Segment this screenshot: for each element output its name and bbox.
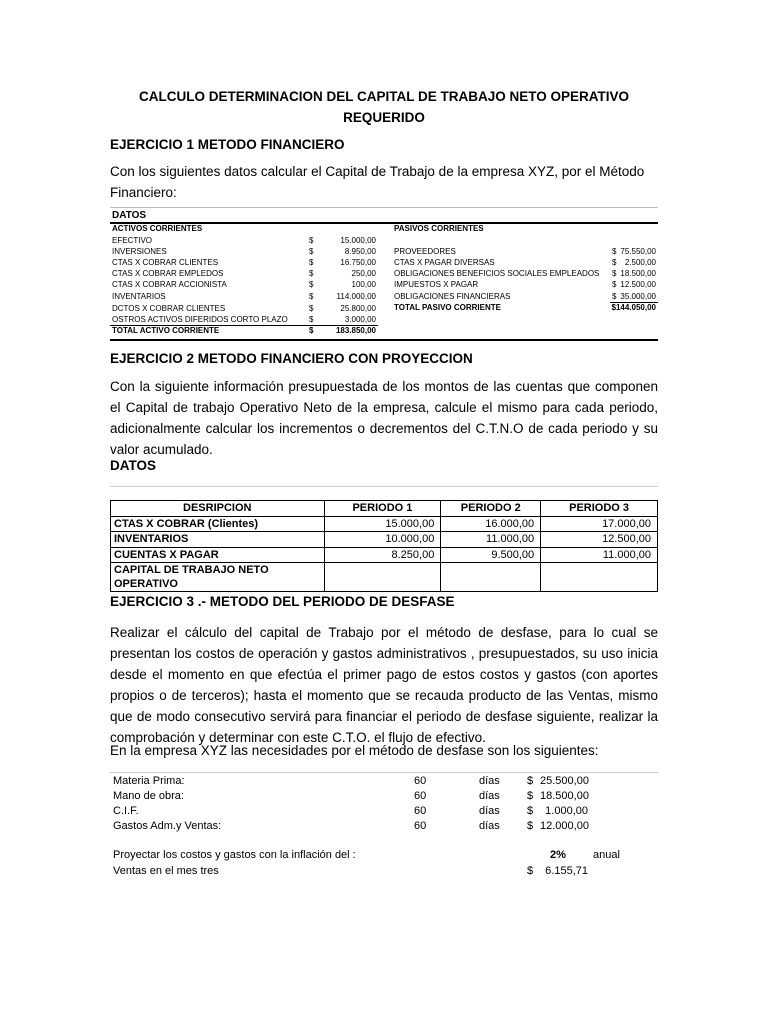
ej1-right-currency: $: [612, 280, 617, 289]
table-cell: 11.000,00: [541, 547, 658, 563]
ej1-left-value: 3.000,00: [344, 315, 376, 324]
table-row: [111, 516, 658, 532]
ej1-left-value: 16.750,00: [340, 258, 376, 267]
ej1-left-value: 25.800,00: [340, 304, 376, 313]
table-cell: [324, 563, 441, 592]
ej1-right-header: PASIVOS CORRIENTES: [394, 224, 484, 233]
table-cell: 15.000,00: [324, 516, 441, 532]
ej1-left-currency: $: [309, 258, 314, 267]
table-cell: 17.000,00: [541, 516, 658, 532]
ej3-row-value: 25.500,00: [540, 775, 589, 787]
ej3-table-topline: [110, 772, 658, 773]
ej1-datos-label: DATOS: [112, 210, 147, 221]
table-row: [111, 532, 658, 548]
ej1-left-total-label: TOTAL ACTIVO CORRIENTE: [112, 326, 220, 335]
ej3-text2: En la empresa XYZ las necesidades por el método de desfase son los siguientes:: [110, 743, 599, 758]
ej1-left-label: INVERSIONES: [112, 247, 167, 256]
ej3-row-unit: días: [479, 790, 500, 802]
ej3-inflation-value: 2%: [550, 849, 566, 861]
ej1-left-label: INVENTARIOS: [112, 292, 166, 301]
ej1-right-label: OBLIGACIONES BENEFICIOS SOCIALES EMPLEADOS: [394, 269, 600, 278]
table-cell: [541, 563, 658, 592]
ej2-datos-label: DATOS: [110, 458, 157, 473]
ej1-left-currency: $: [309, 304, 314, 313]
ej1-right-value: 18.500,00: [620, 269, 656, 278]
table-cell: 8.250,00: [324, 547, 441, 563]
ej1-left-label: EFECTIVO: [112, 236, 153, 245]
ej3-inflation-label: Proyectar los costos y gastos con la inflación del :: [113, 849, 356, 861]
ej3-row-currency: $: [527, 790, 534, 802]
ej1-right-label: PROVEEDORES: [394, 247, 456, 256]
ej1-left-value: 250,00: [351, 269, 376, 278]
ej1-left-currency: $: [309, 280, 314, 289]
ej3-row-currency: $: [527, 820, 534, 832]
ej1-left-label: DCTOS X COBRAR CLIENTES: [112, 304, 226, 313]
table-cell: [441, 563, 541, 592]
ej3-row-unit: días: [479, 820, 500, 832]
page-title: CALCULO DETERMINACION DEL CAPITAL DE TRABAJO NETO OPERATIVO REQUERIDO: [138, 89, 630, 125]
ej2-table-topline: [110, 486, 658, 487]
ej3-row-label: Mano de obra:: [113, 790, 184, 802]
ej1-left-label: CTAS X COBRAR CLIENTES: [112, 258, 219, 267]
row-label: INVENTARIOS: [111, 532, 325, 548]
row-label: CUENTAS X PAGAR: [111, 547, 325, 563]
ej3-ventas-currency: $: [527, 865, 534, 877]
ej1-right-total-value: $144.050,00: [611, 303, 656, 312]
ej1-right-total-label: TOTAL PASIVO CORRIENTE: [394, 303, 501, 312]
ej3-row-days: 60: [414, 790, 427, 802]
ej1-right-value: 75.550,00: [620, 247, 656, 256]
ej1-right-currency: $: [612, 269, 617, 278]
ej2-heading: EJERCICIO 2 METODO FINANCIERO CON PROYECCION: [110, 351, 473, 366]
ej3-ventas-value: 6.155,71: [545, 865, 588, 877]
ej1-text: Con los siguientes datos calcular el Capital de Trabajo de la empresa XYZ, por el Método Financiero:: [110, 164, 645, 200]
ej1-left-label: CTAS X COBRAR EMPLEDOS: [112, 269, 224, 278]
ej1-left-label: CTAS X COBRAR ACCIONISTA: [112, 280, 227, 289]
ej1-right-value: 35.000,00: [620, 292, 656, 301]
ej3-row-value: 1.000,00: [545, 805, 588, 817]
ej1-right-currency: $: [612, 292, 617, 301]
ej1-left-currency: $: [309, 269, 314, 278]
ej1-right-currency: $: [612, 258, 617, 267]
row-label: CTAS X COBRAR (Clientes): [111, 516, 325, 532]
ej1-heading: EJERCICIO 1 METODO FINANCIERO: [110, 137, 345, 152]
ej1-table: [110, 207, 658, 341]
ej3-row-value: 12.000,00: [540, 820, 589, 832]
ej3-row-currency: $: [527, 805, 534, 817]
ej1-left-total-currency: $: [309, 326, 314, 335]
ej1-right-value: 12.500,00: [620, 280, 656, 289]
column-header: PERIODO 2: [441, 501, 541, 517]
table-row: [111, 563, 658, 592]
ej3-row-label: C.I.F.: [113, 805, 139, 817]
ej3-row-label: Gastos Adm.y Ventas:: [113, 820, 222, 832]
ej2-table: [110, 486, 658, 590]
ej3-row-label: Materia Prima:: [113, 775, 185, 787]
ej1-right-currency: $: [612, 247, 617, 256]
ej1-left-value: 8.950,00: [344, 247, 376, 256]
ej3-row-days: 60: [414, 805, 427, 817]
row-label: CAPITAL DE TRABAJO NETO OPERATIVO: [111, 563, 325, 592]
table-cell: 16.000,00: [441, 516, 541, 532]
ej1-left-value: 100,00: [351, 280, 376, 289]
ej1-left-value: 114.000,00: [336, 292, 376, 301]
ej3-row-days: 60: [414, 775, 427, 787]
column-header: PERIODO 3: [541, 501, 658, 517]
ej3-inflation-unit: anual: [593, 849, 620, 861]
ej3-ventas-label: Ventas en el mes tres: [113, 865, 219, 877]
ej3-row-value: 18.500,00: [540, 790, 589, 802]
ej1-right-label: IMPUESTOS X PAGAR: [394, 280, 479, 289]
ej1-left-total-value: 183.850,00: [335, 326, 376, 335]
ej1-left-currency: $: [309, 292, 314, 301]
ej3-text: Realizar el cálculo del capital de Trabajo por el método de desfase, para lo cual se presentan los costos de operación y gastos administrativos , presupuestados, su uso inicia desde el momento en que efectúa el primer pago de estos costos y gastos (con aportes propios o de terceros); hasta el momento que se recauda producto de las Ventas, mismo que de modo consecutivo servirá para financiar el periodo de desfase siguiente, realizar la comprobación y determinar con este C.T.O. el flujo de efectivo.: [110, 625, 658, 745]
table-cell: 11.000,00: [441, 532, 541, 548]
column-header: DESRIPCION: [111, 501, 325, 517]
ej1-left-currency: $: [309, 236, 314, 245]
ej1-right-label: CTAS X PAGAR DIVERSAS: [394, 258, 495, 267]
table-row: [111, 547, 658, 563]
ej1-left-value: 15.000,00: [340, 236, 376, 245]
ej2-text: Con la siguiente información presupuestada de los montos de las cuentas que componen el Capital de trabajo Operativo Neto de la empresa, calcule el mismo para cada periodo, adicionalmente calcular los incrementos o decrementos del C.T.N.O de cada periodo y su valor acumulado.: [110, 379, 658, 457]
ej1-right-label: OBLIGACIONES FINANCIERAS: [394, 292, 511, 301]
ej1-left-label: OSTROS ACTIVOS DIFERIDOS CORTO PLAZO: [112, 315, 288, 324]
ej3-row-unit: días: [479, 775, 500, 787]
ej3-heading: EJERCICIO 3 .- METODO DEL PERIODO DE DESFASE: [110, 594, 455, 609]
table-cell: 12.500,00: [541, 532, 658, 548]
ej3-row-unit: días: [479, 805, 500, 817]
column-header: PERIODO 1: [324, 501, 441, 517]
ej3-row-currency: $: [527, 775, 534, 787]
ej1-left-currency: $: [309, 315, 314, 324]
ej1-right-value: 2.500,00: [624, 258, 656, 267]
ej1-left-currency: $: [309, 247, 314, 256]
table-cell: 9.500,00: [441, 547, 541, 563]
ej3-row-days: 60: [414, 820, 427, 832]
table-cell: 10.000,00: [324, 532, 441, 548]
ej1-left-header: ACTIVOS CORRIENTES: [112, 224, 203, 233]
ej3-table: [110, 772, 658, 882]
